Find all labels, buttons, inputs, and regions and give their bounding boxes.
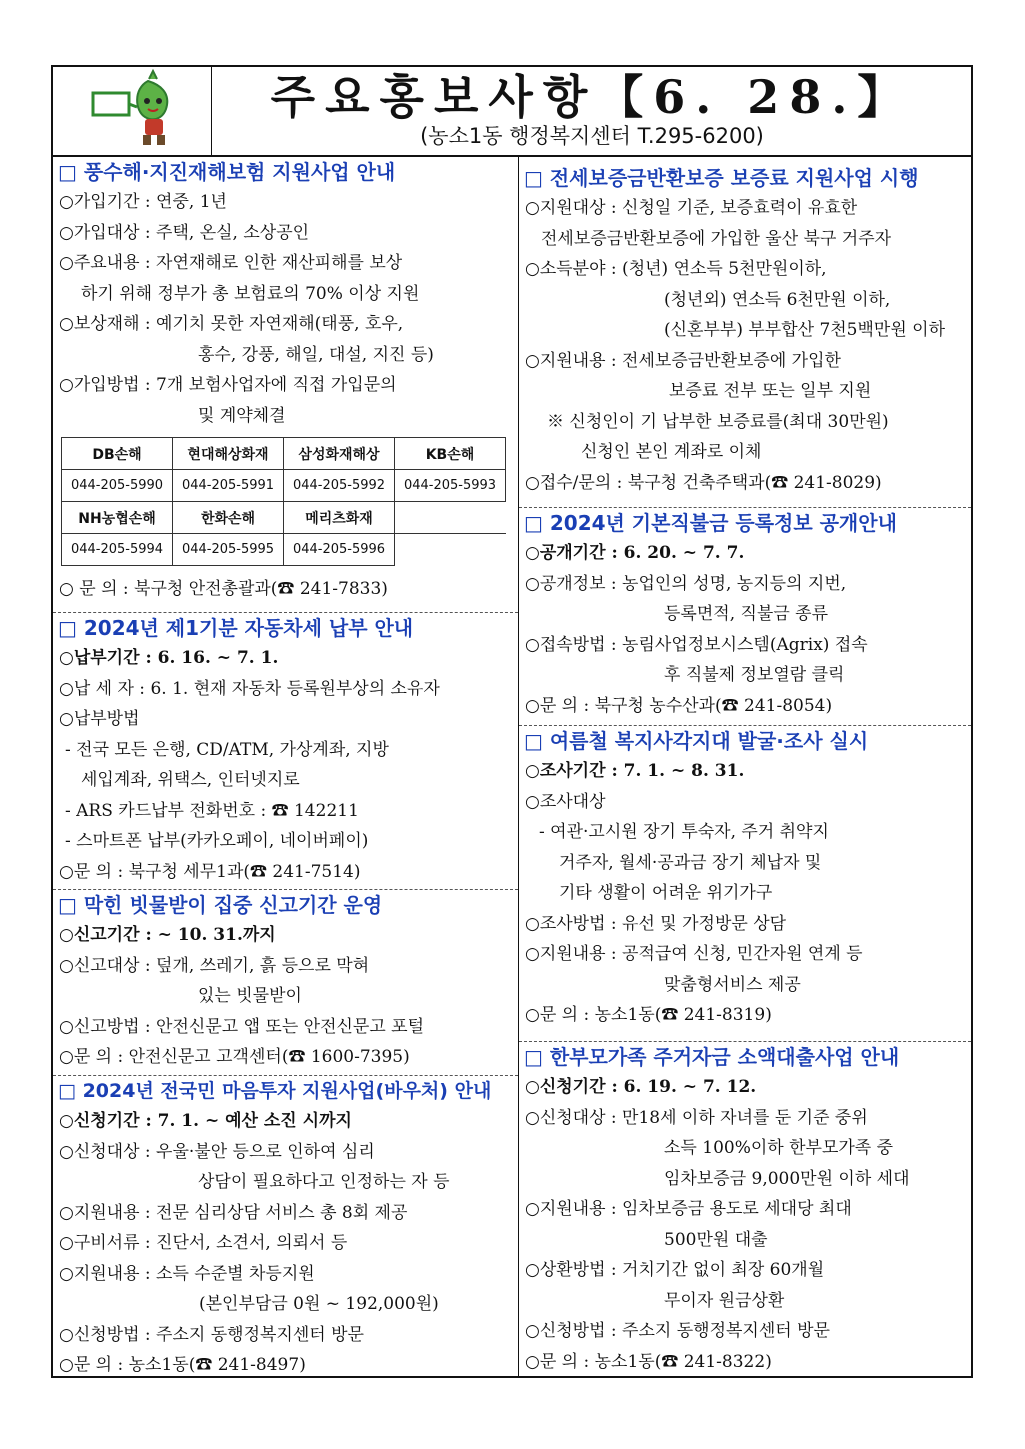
insurer-name: 삼성화재해상 (284, 438, 395, 470)
info-line: 무이자 원금상환 (664, 1290, 785, 1311)
info-line: (신혼부부) 부부합산 7천5백만원 이하 (664, 320, 946, 340)
info-line: 있는 빗물받이 (198, 986, 302, 1006)
insurer-phone: 044-205-5995 (173, 534, 284, 566)
note-line: 신청인 본인 계좌로 이체 (581, 442, 762, 462)
insurer-name: 현대해상화재 (173, 438, 284, 470)
notice-frame (51, 65, 973, 1378)
info-line: ○공개정보 : 농업인의 성명, 농지등의 지번, (525, 573, 847, 594)
info-line: ○신청대상 : 만18세 이하 자녀를 둔 기준 중위 (525, 1107, 868, 1128)
info-line: 보증료 전부 또는 일부 지원 (669, 381, 872, 401)
contact-line: ○문 의 : 농소1동(☎ 241-8322) (525, 1351, 772, 1372)
info-line: 후 직불제 정보열람 클릭 (664, 665, 845, 685)
info-line: ○조사대상 (525, 791, 606, 812)
section-title: □ 한부모가족 주거자금 소액대출사업 안내 (524, 1045, 900, 1069)
info-line: (본인부담금 0원 ~ 192,000원) (199, 1294, 439, 1314)
info-line: ○가입대상 : 주택, 온실, 소상공인 (59, 222, 310, 243)
contact-line: ○문 의 : 안전신문고 고객센터(☎ 1600-7395) (59, 1047, 410, 1067)
info-line: 맞춤형서비스 제공 (664, 974, 801, 995)
section-title: □ 2024년 제1기분 자동차세 납부 안내 (58, 616, 414, 640)
contact-line: ○문 의 : 농소1동(☎ 241-8497) (59, 1355, 306, 1375)
info-line: ○조사방법 : 유선 및 가정방문 상담 (525, 913, 787, 934)
section-title: □ 2024년 기본직불금 등록정보 공개안내 (524, 511, 897, 535)
info-line: ○주요내용 : 자연재해로 인한 재산피해를 보상 (59, 253, 403, 273)
info-line: ○지원내용 : 공적급여 신청, 민간자원 연계 등 (525, 944, 863, 964)
info-line: ○신청대상 : 우울·불안 등으로 인하여 심리 (59, 1141, 375, 1162)
info-line: ○신청기간 : 6. 19. ~ 7. 12. (525, 1077, 757, 1097)
info-line: 하기 위해 정부가 총 보험료의 70% 이상 지원 (81, 283, 420, 304)
section-single-parent-loan (519, 1041, 971, 1377)
insurer-name: NH농협손해 (62, 502, 173, 534)
section-welfare-blindspot (519, 725, 971, 1031)
section-title: □ 막힌 빗물받이 집중 신고기간 운영 (58, 893, 383, 917)
info-line: - 여관·고시원 장기 투숙자, 주거 취약지 (539, 822, 829, 842)
info-line: ○공개기간 : 6. 20. ~ 7. 7. (525, 543, 745, 563)
info-line: (청년외) 연소득 6천만원 이하, (664, 289, 891, 310)
info-line: ○신고대상 : 덮개, 쓰레기, 흙 등으로 막혀 (59, 955, 370, 976)
page-title: 주요홍보사항【6. 28.】 (270, 70, 914, 124)
info-line: ○신청방법 : 주소지 동행정복지센터 방문 (59, 1324, 364, 1345)
insurer-name: KB손해 (395, 438, 506, 470)
insurer-name: 메리츠화재 (284, 502, 395, 534)
info-line: 소득 100%이하 한부모가족 중 (664, 1138, 894, 1158)
info-line: - 스마트폰 납부(카카오페이, 네이버페이) (65, 831, 369, 851)
insurer-phone: 044-205-5992 (284, 470, 395, 502)
info-line: ○조사기간 : 7. 1. ~ 8. 31. (525, 761, 745, 781)
info-line: ○납부기간 : 6. 16. ~ 7. 1. (59, 648, 279, 668)
info-line: ○신청방법 : 주소지 동행정복지센터 방문 (525, 1321, 830, 1341)
info-line: ○납부방법 (59, 709, 140, 729)
insurer-phone: 044-205-5996 (284, 534, 395, 566)
info-line: ○구비서류 : 진단서, 소견서, 의뢰서 등 (59, 1233, 348, 1253)
info-line: ○지원내용 : 전세보증금반환보증에 가입한 (525, 350, 841, 371)
info-line: ○지원내용 : 전문 심리상담 서비스 총 8회 제공 (59, 1202, 408, 1223)
insurer-phone: 044-205-5994 (62, 534, 173, 566)
section-storm-insurance (53, 157, 518, 605)
insurer-phone: 044-205-5990 (62, 470, 173, 502)
section-direct-payment (519, 507, 971, 721)
empty-cell (395, 502, 506, 534)
mascot-logo-icon (53, 67, 211, 155)
info-line: 500만원 대출 (664, 1229, 768, 1250)
section-mind-investment (53, 1075, 518, 1381)
info-line: 및 계약체결 (198, 405, 286, 426)
contact-line: ○문 의 : 북구청 세무1과(☎ 241-7514) (59, 861, 361, 882)
info-line: ○신청기간 : 7. 1. ~ 예산 소진 시까지 (59, 1111, 352, 1131)
info-line: ○납 세 자 : 6. 1. 현재 자동차 등록원부상의 소유자 (59, 678, 440, 699)
info-line: 임차보증금 9,000만원 이하 세대 (664, 1168, 910, 1189)
contact-line: ○문 의 : 농소1동(☎ 241-8319) (525, 1005, 772, 1025)
section-title: □ 2024년 전국민 마음투자 지원사업(바우처) 안내 (58, 1080, 492, 1102)
left-column (53, 157, 519, 1376)
info-line: - 전국 모든 은행, CD/ATM, 가상계좌, 지방 (65, 739, 389, 760)
info-line: 거주자, 월세·공과금 장기 체납자 및 (559, 852, 822, 873)
info-line: ○가입기간 : 연중, 1년 (59, 192, 227, 212)
info-line: 전세보증금반환보증에 가입한 울산 북구 거주자 (541, 228, 892, 249)
insurer-table (61, 437, 506, 566)
info-line: ○보상재해 : 예기치 못한 자연재해(태풍, 호우, (59, 314, 404, 334)
logo-cell (53, 67, 212, 155)
contact-line: ○문 의 : 북구청 농수산과(☎ 241-8054) (525, 695, 833, 716)
info-line: ○가입방법 : 7개 보험사업자에 직접 가입문의 (59, 375, 397, 395)
section-title: □ 풍수해·지진재해보험 지원사업 안내 (58, 160, 396, 184)
info-line: 홍수, 강풍, 해일, 대설, 지진 등) (198, 344, 434, 365)
section-car-tax (53, 612, 518, 887)
page-subtitle: (농소1동 행정복지센터 T.295-6200) (420, 124, 764, 148)
info-line: ○신고기간 : ~ 10. 31.까지 (59, 925, 276, 945)
info-line: ○지원내용 : 소득 수준별 차등지원 (59, 1263, 315, 1284)
insurer-phone: 044-205-5991 (173, 470, 284, 502)
info-line: ○지원내용 : 임차보증금 용도로 세대당 최대 (525, 1199, 852, 1219)
insurer-name: DB손해 (62, 438, 173, 470)
section-title: □ 전세보증금반환보증 보증료 지원사업 시행 (524, 166, 919, 190)
info-line: ○상환방법 : 거치기간 없이 최장 60개월 (525, 1260, 825, 1280)
info-line: 등록면적, 직불금 종류 (664, 604, 829, 624)
note-line: ※ 신청인이 기 납부한 보증료를(최대 30만원) (547, 411, 889, 432)
section-title: □ 여름철 복지사각지대 발굴·조사 실시 (524, 729, 869, 753)
info-line: 기타 생활이 어려운 위기가구 (559, 883, 773, 903)
info-line: ○지원대상 : 신청일 기준, 보증효력이 유효한 (525, 198, 858, 218)
insurer-name: 한화손해 (173, 502, 284, 534)
section-jeonse-guarantee (519, 163, 971, 498)
info-line: ○소득분야 : (청년) 연소득 5천만원이하, (525, 259, 827, 279)
contact-line: ○ 문 의 : 북구청 안전총괄과(☎ 241-7833) (59, 579, 388, 599)
right-column (519, 157, 971, 1376)
empty-cell (395, 534, 506, 566)
contact-line: ○접수/문의 : 북구청 건축주택과(☎ 241-8029) (525, 472, 882, 493)
insurer-phone: 044-205-5993 (395, 470, 506, 502)
info-line: - ARS 카드납부 전화번호 : ☎ 142211 (65, 800, 359, 821)
info-line: 세입계좌, 위택스, 인터넷지로 (81, 770, 300, 790)
info-line: ○접속방법 : 농림사업정보시스템(Agrix) 접속 (525, 634, 868, 655)
info-line: 상담이 필요하다고 인정하는 자 등 (198, 1172, 450, 1192)
section-rain-drain (53, 889, 518, 1073)
header (53, 67, 971, 157)
info-line: ○신고방법 : 안전신문고 앱 또는 안전신문고 포털 (59, 1016, 425, 1037)
